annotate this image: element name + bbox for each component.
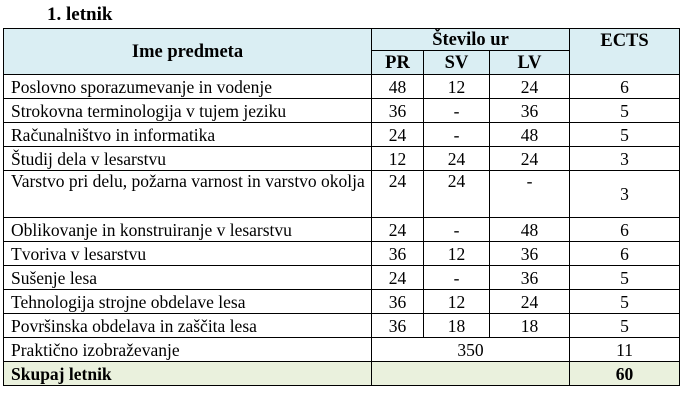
lv-value: - [490,171,570,218]
subject-name: Varstvo pri delu, požarna varnost in varstvo okolja [4,171,372,218]
ects-value: 5 [570,99,680,123]
sv-value: - [424,123,490,147]
table-row [4,314,680,338]
subject-name: Tvoriva v lesarstvu [4,242,372,266]
table-row [4,147,680,171]
table-row [4,123,680,147]
pr-value: 36 [372,314,424,338]
sv-value: 12 [424,242,490,266]
curriculum-table [3,28,680,386]
subject-name: Površinska obdelava in zaščita lesa [4,314,372,338]
ects-value: 6 [570,75,680,99]
header-hours-group: Število ur [372,29,570,51]
lv-value: 48 [490,123,570,147]
ects-value: 6 [570,218,680,242]
pr-value: 36 [372,290,424,314]
table-row [4,266,680,290]
ects-value: 5 [570,314,680,338]
total-ects: 60 [570,362,680,386]
lv-value: 24 [490,290,570,314]
subject-name: Oblikovanje in konstruiranje v lesarstvu [4,218,372,242]
total-row [4,362,680,386]
header-row-1 [4,29,680,51]
sv-value: 18 [424,314,490,338]
subject-name: Tehnologija strojne obdelave lesa [4,290,372,314]
total-hours-empty [372,362,570,386]
pr-value: 24 [372,123,424,147]
section-heading: 1. letnik [47,4,113,25]
header-sv: SV [424,51,490,75]
pr-value: 36 [372,99,424,123]
table-row [4,99,680,123]
table-row [4,75,680,99]
header-ects: ECTS [570,29,680,75]
lv-value: 24 [490,147,570,171]
ects-value: 5 [570,123,680,147]
practical-hours: 350 [372,338,570,362]
lv-value: 24 [490,75,570,99]
pr-value: 24 [372,218,424,242]
pr-value: 48 [372,75,424,99]
sv-value: 24 [424,171,490,218]
total-label: Skupaj letnik [4,362,372,386]
lv-value: 18 [490,314,570,338]
ects-value: 3 [570,171,680,218]
practical-training-row [4,338,680,362]
sv-value: 12 [424,75,490,99]
header-subject: Ime predmeta [4,29,372,75]
sv-value: - [424,218,490,242]
sv-value: - [424,266,490,290]
subject-name: Poslovno sporazumevanje in vodenje [4,75,372,99]
table-row [4,171,680,218]
header-pr: PR [372,51,424,75]
table-row [4,242,680,266]
ects-value: 5 [570,290,680,314]
subject-name: Sušenje lesa [4,266,372,290]
subject-name: Praktično izobraževanje [4,338,372,362]
pr-value: 24 [372,266,424,290]
sv-value: - [424,99,490,123]
subject-name: Študij dela v lesarstvu [4,147,372,171]
pr-value: 12 [372,147,424,171]
lv-value: 48 [490,218,570,242]
subject-name: Računalništvo in informatika [4,123,372,147]
table-row [4,290,680,314]
sv-value: 12 [424,290,490,314]
table-row [4,218,680,242]
ects-value: 6 [570,242,680,266]
ects-value: 3 [570,147,680,171]
lv-value: 36 [490,242,570,266]
header-lv: LV [490,51,570,75]
sv-value: 24 [424,147,490,171]
pr-value: 24 [372,171,424,218]
subject-name: Strokovna terminologija v tujem jeziku [4,99,372,123]
ects-value: 5 [570,266,680,290]
pr-value: 36 [372,242,424,266]
ects-value: 11 [570,338,680,362]
lv-value: 36 [490,99,570,123]
lv-value: 36 [490,266,570,290]
